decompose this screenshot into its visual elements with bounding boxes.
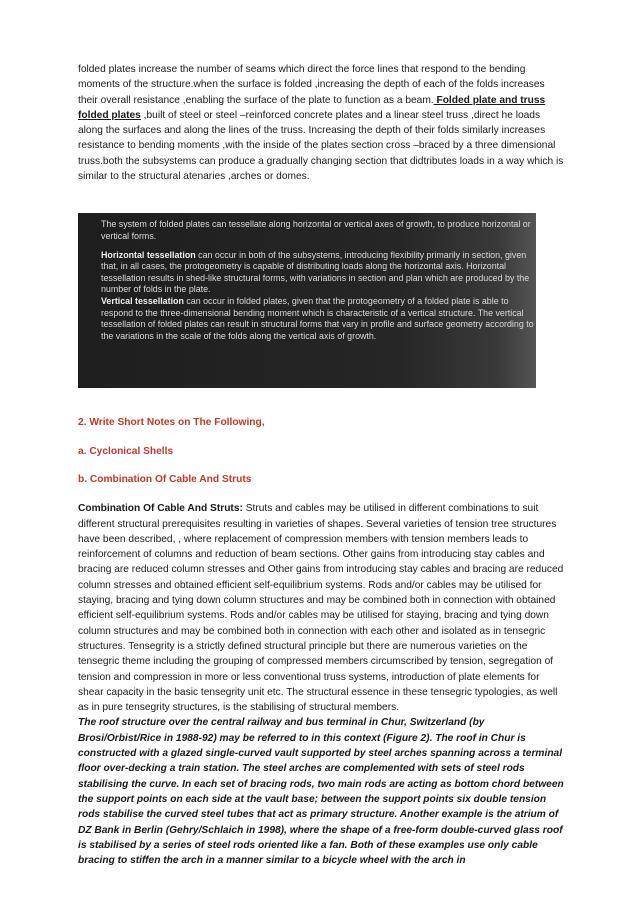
scan-paragraph-horizontal (101, 250, 536, 296)
intro-text-2: ,built of steel or steel –reinforced concrete plates and a linear steel truss ,direct he loads along the surfaces and along the lines of the truss. Increasing the depth of their folds similarly increases resistance to bending moments ,with the inside of the plates section cross –braced by a three dimensional truss.both the subsystems can produce a gradually changing section that didtributes loads in a way which is similar to the structural atenaries ,arches or domes. (78, 109, 564, 183)
section-heading: 2. Write Short Notes on The Following, (78, 417, 265, 429)
intro-dot: . (430, 94, 434, 106)
intro-text-1: folded plates increase the number of seams which direct the force lines that respond to the bending moments of the structure.when the surface is folded ,increasing the depth of each of the folds increases their overall resistance ,enabling the surface of the plate to function as a beam (78, 64, 545, 106)
scan-horizontal-label: Horizontal tessellation (101, 249, 196, 260)
scan-paragraph-1: The system of folded plates can tessellate along horizontal or vertical axes of growth, to produce horizontal or vertical forms. (101, 219, 531, 241)
cable-struts-paragraph (78, 501, 564, 715)
subheading-cable-struts: b. Combination Of Cable And Struts (78, 473, 252, 485)
cable-struts-text: Struts and cables may be utilised in different combinations to suit different structural prerequisites resulting in varieties of shapes. Several varieties of tension tree structures have been described, , where replacement of compression members with tension members leads to reinforcement of columns and reduction of beam sections. Other gains from introducing stay cables and bracing are reduced column stresses and Other gains from introducing stay cables and bracing are reduced column stresses and obtained efficient self-equilibrium systems. Rods and/or cables may be utilised for staying, bracing and tying down column structures and may be combined both in connection with obtained efficient self-equilibrium systems. Rods and/or cables may be utilised for staying, bracing and tying down column structures and may be combined both in connection with each other and isolated as in tensegric structures. Tensegrity is a strictly defined structural principle but there are numerous varieties on the tensegric theme including the grouping of compressed members circumscribed by tension, segregation of tension and compression in more or less conventional truss systems, introduction of plate elements for shear capacity in the basic tensegrity unit etc. The structural essence in these tensegric typologies, as well as in pure tensegrity structures, is the stabilising of structural members. (78, 503, 564, 714)
subheading-cyclonical-shells: a. Cyclonical Shells (78, 445, 174, 457)
scan-vertical-text: can occur in folded plates, given that the protogeometry of a folded plate is able to respond to the three-dimensional bending moment which is characteristic of a vertical structure. The vertical tessellation of folded plates can result in structural forms that vary in profile and surface geometry according to the variations in the scale of the folds along the vertical axis of growth. (101, 295, 534, 341)
scan-vertical-label: Vertical tessellation (101, 295, 184, 306)
document-page (78, 60, 564, 868)
folded-plate-term: Folded plate and truss folded plates (78, 94, 546, 121)
cable-struts-lead: Combination Of Cable And Struts: (78, 503, 243, 515)
scanned-excerpt-image (78, 213, 536, 388)
scan-paragraph-vertical (101, 296, 536, 342)
intro-paragraph (78, 62, 564, 184)
scan-horizontal-text: can occur in both of the subsystems, introducing flexibility primarily in section, given that, in all cases, the protogeometry is capable of distributing loads along the horizontal axis. Horizontal tessellation results in shed-like structural forms, with variations in section and plan which are produced by the number of folds in the plate. (101, 249, 530, 295)
chur-roof-paragraph: The roof structure over the central railway and bus terminal in Chur, Switzerland (by Brosi/Orbist/Rice in 1988-92) may be referred to in this context (Figure 2). The roof in Chur is constructed with a glazed single-curved vault supported by steel arches spanning across a terminal floor over-decking a train station. The steel arches are complemented with sets of steel rods stabilising the curve. In each set of bracing rods, two main rods are acting as bottom chord between the support points on each side at the vault base; between the support points six double tension rods stabilise the curved steel tubes that act as primary structure. Another example is the atrium of DZ Bank in Berlin (Gehry/Schlaich in 1998), where the shape of a free-form double-curved glass roof is stabilised by a series of steel rods oriented like a fan. Both of these examples use only cable bracing to stiffen the arch in a manner similar to a bicycle wheel with the arch in (78, 717, 564, 867)
